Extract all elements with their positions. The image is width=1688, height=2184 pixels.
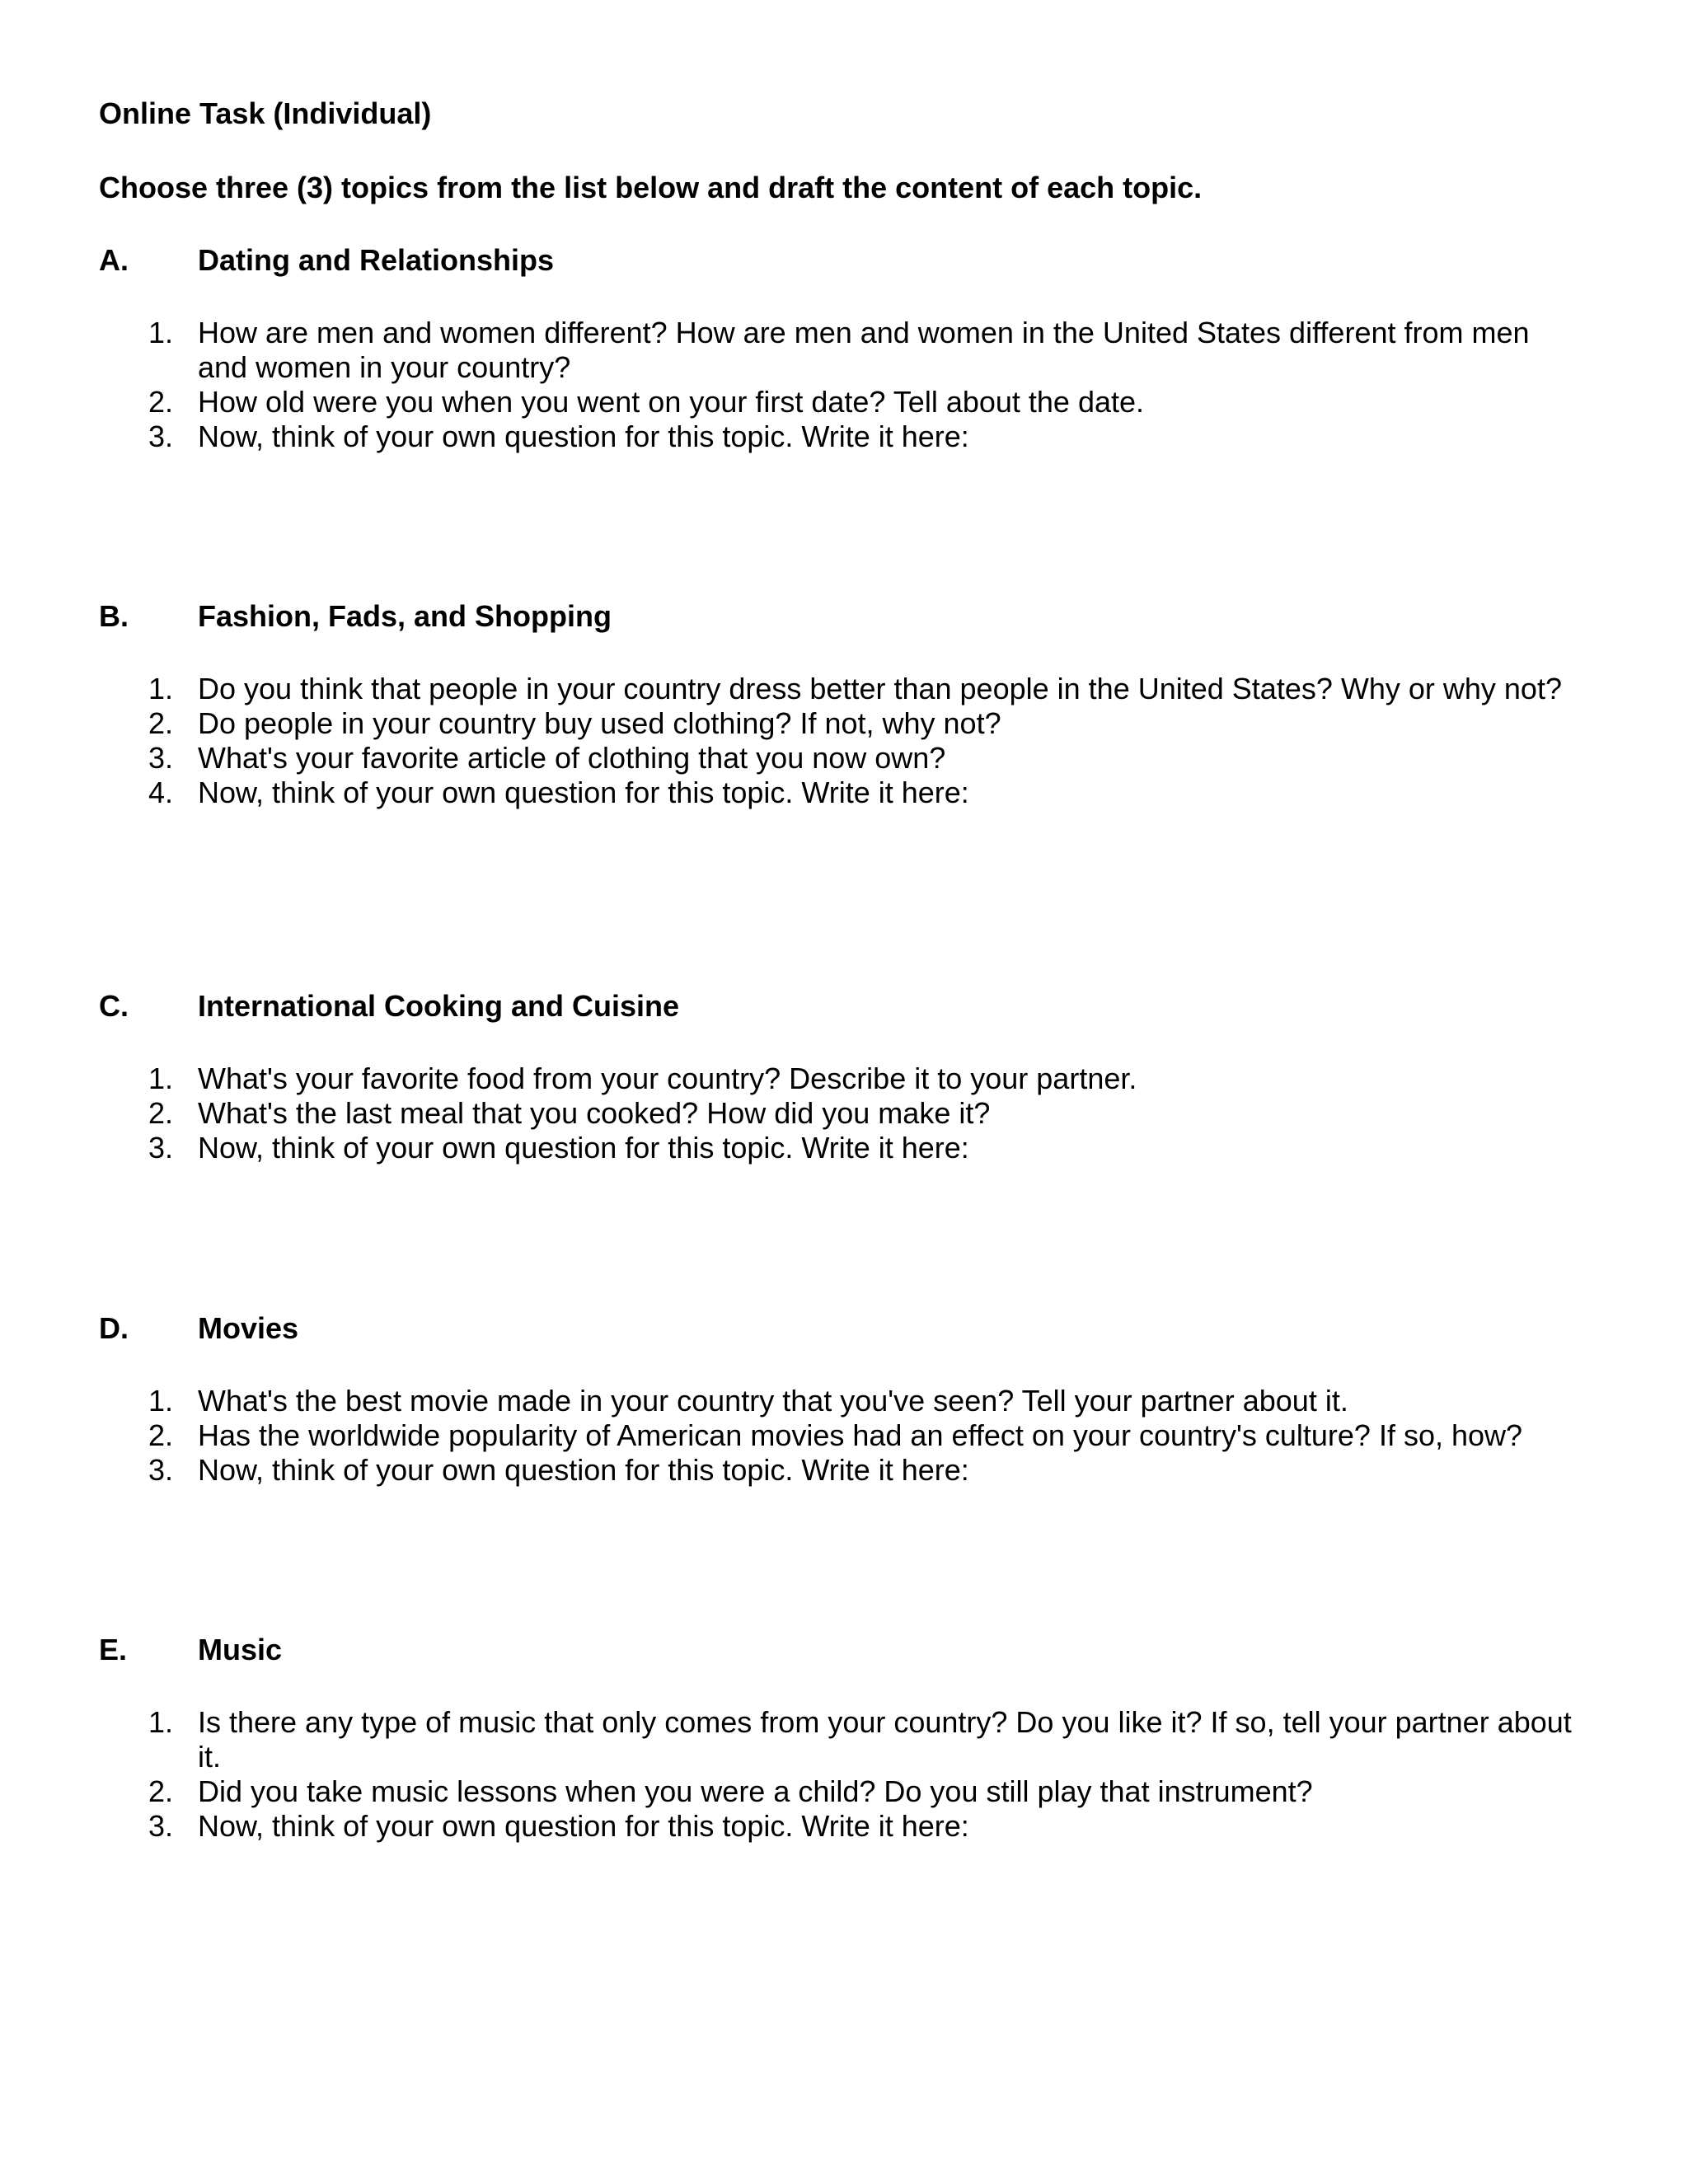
question-number: 1. — [148, 1705, 174, 1739]
question-item — [99, 1418, 1582, 1453]
question-list — [99, 1705, 1582, 1844]
question-text: What's your favorite food from your country? Describe it to your partner. — [198, 1062, 1137, 1095]
question-item — [99, 776, 1582, 810]
question-text: Now, think of your own question for this topic. Write it here: — [198, 419, 969, 453]
question-number: 2. — [148, 1096, 174, 1130]
topic-heading — [99, 1310, 1582, 1347]
question-text: Has the worldwide popularity of American movies had an effect on your country's culture? If so, how? — [198, 1418, 1523, 1452]
topic-title: Fashion, Fads, and Shopping — [198, 599, 612, 633]
question-list — [99, 316, 1582, 454]
question-number: 4. — [148, 776, 174, 809]
question-number: 2. — [148, 1774, 174, 1808]
topic-title: International Cooking and Cuisine — [198, 989, 680, 1023]
question-number: 2. — [148, 1418, 174, 1452]
question-text: Did you take music lessons when you were a child? Do you still play that instrument? — [198, 1774, 1313, 1808]
question-number: 3. — [148, 1809, 174, 1843]
question-number: 2. — [148, 385, 174, 419]
topic-letter: E. — [99, 1633, 128, 1666]
question-item — [99, 1062, 1582, 1096]
question-item — [99, 1453, 1582, 1488]
question-text: Do people in your country buy used clothing? If not, why not? — [198, 706, 1001, 740]
question-list — [99, 672, 1582, 810]
topic-section-b — [99, 598, 1582, 810]
topic-heading — [99, 988, 1582, 1024]
question-text: How old were you when you went on your first date? Tell about the date. — [198, 385, 1145, 419]
question-text: Now, think of your own question for this topic. Write it here: — [198, 1453, 969, 1487]
topic-heading — [99, 1632, 1582, 1668]
topic-heading — [99, 598, 1582, 635]
question-number: 3. — [148, 1131, 174, 1165]
topic-title: Music — [198, 1633, 283, 1666]
topic-section-a — [99, 242, 1582, 454]
topic-section-e — [99, 1632, 1582, 1844]
question-text: What's your favorite article of clothing that you now own? — [198, 741, 946, 775]
topic-letter: B. — [99, 599, 129, 633]
question-item — [99, 419, 1582, 454]
question-number: 1. — [148, 1062, 174, 1095]
question-text: What's the best movie made in your country that you've seen? Tell your partner about it. — [198, 1384, 1348, 1418]
document-instruction: Choose three (3) topics from the list below and draft the content of each topic. — [99, 171, 1203, 204]
question-item — [99, 385, 1582, 419]
topic-letter: C. — [99, 989, 129, 1023]
question-text: Now, think of your own question for this topic. Write it here: — [198, 1809, 969, 1843]
question-list — [99, 1062, 1582, 1165]
topic-letter: D. — [99, 1311, 129, 1345]
question-number: 1. — [148, 316, 174, 349]
topic-title: Dating and Relationships — [198, 243, 555, 277]
question-number: 3. — [148, 741, 174, 775]
topic-heading — [99, 242, 1582, 279]
question-text: Now, think of your own question for this topic. Write it here: — [198, 776, 969, 809]
question-number: 1. — [148, 1384, 174, 1418]
question-list — [99, 1384, 1582, 1488]
topic-title: Movies — [198, 1311, 299, 1345]
question-item — [99, 1131, 1582, 1165]
question-number: 3. — [148, 419, 174, 453]
topic-letter: A. — [99, 243, 129, 277]
question-item — [99, 706, 1582, 741]
question-item — [99, 1096, 1582, 1131]
question-text: Now, think of your own question for this topic. Write it here: — [198, 1131, 969, 1165]
question-item — [99, 1774, 1582, 1809]
question-number: 2. — [148, 706, 174, 740]
question-item — [99, 316, 1582, 385]
question-text: What's the last meal that you cooked? How did you make it? — [198, 1096, 991, 1130]
question-number: 1. — [148, 672, 174, 705]
question-item — [99, 672, 1582, 706]
question-text: Is there any type of music that only comes from your country? Do you like it? If so, tell your partner about it. — [198, 1705, 1572, 1774]
question-number: 3. — [148, 1453, 174, 1487]
question-text: Do you think that people in your country dress better than people in the United States? Why or why not? — [198, 672, 1562, 705]
question-item — [99, 741, 1582, 776]
topic-section-c — [99, 988, 1582, 1165]
topic-section-d — [99, 1310, 1582, 1488]
question-item — [99, 1809, 1582, 1844]
document-title: Online Task (Individual) — [99, 96, 432, 130]
question-item — [99, 1705, 1582, 1774]
question-item — [99, 1384, 1582, 1418]
question-text: How are men and women different? How are men and women in the United States different from men and women in your country? — [198, 316, 1530, 384]
